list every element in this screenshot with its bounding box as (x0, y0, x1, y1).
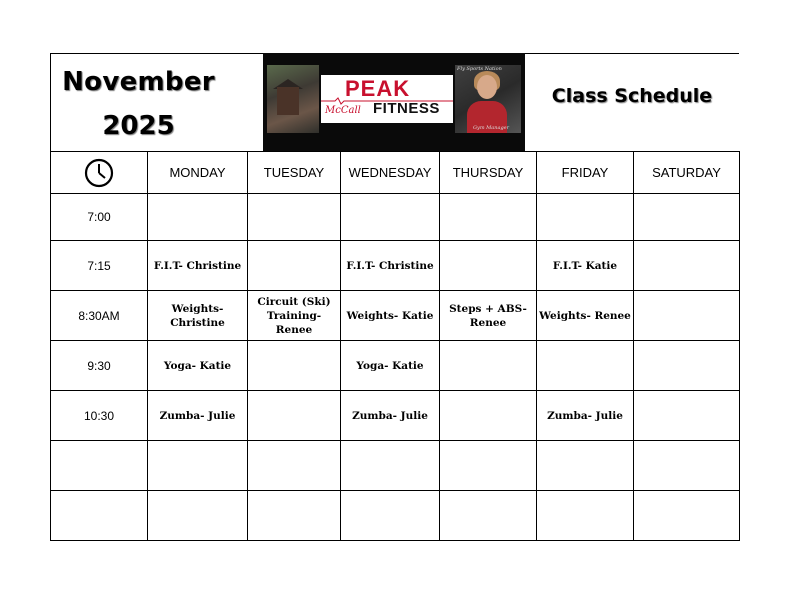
class-cell-wednesday: Zumba- Julie (341, 391, 440, 441)
day-header-friday: FRIDAY (537, 152, 634, 194)
title-block (525, 53, 739, 151)
schedule-row (51, 241, 740, 291)
class-cell-friday (537, 194, 634, 241)
class-cell-wednesday (341, 194, 440, 241)
class-cell-saturday (634, 441, 740, 491)
time-cell (51, 491, 148, 541)
schedule-row (51, 441, 740, 491)
class-cell-monday: Zumba- Julie (148, 391, 248, 441)
class-cell-tuesday: Circuit (Ski) Training- Renee (248, 291, 341, 341)
class-cell-thursday (440, 341, 537, 391)
class-cell-tuesday (248, 441, 341, 491)
class-cell-saturday (634, 491, 740, 541)
schedule-row (51, 491, 740, 541)
day-header-thursday: THURSDAY (440, 152, 537, 194)
class-cell-tuesday (248, 491, 341, 541)
date-block (50, 53, 263, 151)
class-cell-saturday (634, 341, 740, 391)
class-cell-thursday (440, 491, 537, 541)
class-cell-monday (148, 194, 248, 241)
class-cell-wednesday (341, 491, 440, 541)
schedule-row (51, 391, 740, 441)
schedule-row (51, 291, 740, 341)
day-header-saturday: SATURDAY (634, 152, 740, 194)
class-cell-saturday (634, 391, 740, 441)
day-header-wednesday: WEDNESDAY (341, 152, 440, 194)
peak-fitness-logo (321, 75, 453, 123)
class-cell-saturday (634, 194, 740, 241)
time-cell: 9:30 (51, 341, 148, 391)
class-cell-monday: F.I.T- Christine (148, 241, 248, 291)
day-header-row (51, 152, 740, 194)
time-cell (51, 441, 148, 491)
schedule-row (51, 194, 740, 241)
photo-caption-top: Fly Sports Nation (457, 66, 502, 72)
class-cell-monday: Yoga- Katie (148, 341, 248, 391)
class-cell-friday: Zumba- Julie (537, 391, 634, 441)
gym-banner (263, 53, 525, 151)
class-cell-thursday (440, 194, 537, 241)
class-cell-friday: Weights- Renee (537, 291, 634, 341)
time-cell: 8:30AM (51, 291, 148, 341)
class-cell-friday (537, 441, 634, 491)
schedule-row (51, 341, 740, 391)
class-cell-thursday: Steps + ABS- Renee (440, 291, 537, 341)
class-cell-thursday (440, 241, 537, 291)
logo-mccall-text: McCall (325, 105, 361, 116)
class-cell-tuesday (248, 241, 341, 291)
time-header-cell (51, 152, 148, 194)
clock-icon (83, 157, 115, 189)
logo-peak-text: PEAK (345, 76, 411, 101)
class-cell-wednesday: F.I.T- Christine (341, 241, 440, 291)
class-cell-monday (148, 441, 248, 491)
class-cell-friday (537, 341, 634, 391)
class-cell-wednesday: Yoga- Katie (341, 341, 440, 391)
photo-caption-bottom: Gym Manager (473, 125, 510, 131)
class-cell-thursday (440, 391, 537, 441)
logo-fitness-text: FITNESS (373, 100, 440, 117)
class-cell-tuesday (248, 391, 341, 441)
class-cell-tuesday (248, 194, 341, 241)
schedule-sheet (50, 53, 739, 545)
class-cell-tuesday (248, 341, 341, 391)
time-cell: 7:00 (51, 194, 148, 241)
class-cell-thursday (440, 441, 537, 491)
class-cell-saturday (634, 291, 740, 341)
manager-photo (455, 65, 521, 133)
time-cell: 10:30 (51, 391, 148, 441)
schedule-table (50, 151, 740, 541)
schedule-title: Class Schedule (551, 85, 713, 107)
month-label: November (62, 67, 215, 97)
building-photo (267, 65, 319, 133)
time-cell: 7:15 (51, 241, 148, 291)
schedule-header (50, 53, 739, 151)
class-cell-monday: Weights- Christine (148, 291, 248, 341)
class-cell-friday (537, 491, 634, 541)
day-header-monday: MONDAY (148, 152, 248, 194)
class-cell-friday: F.I.T- Katie (537, 241, 634, 291)
class-cell-saturday (634, 241, 740, 291)
class-cell-wednesday: Weights- Katie (341, 291, 440, 341)
class-cell-monday (148, 491, 248, 541)
day-header-tuesday: TUESDAY (248, 152, 341, 194)
year-label: 2025 (102, 111, 175, 141)
class-cell-wednesday (341, 441, 440, 491)
